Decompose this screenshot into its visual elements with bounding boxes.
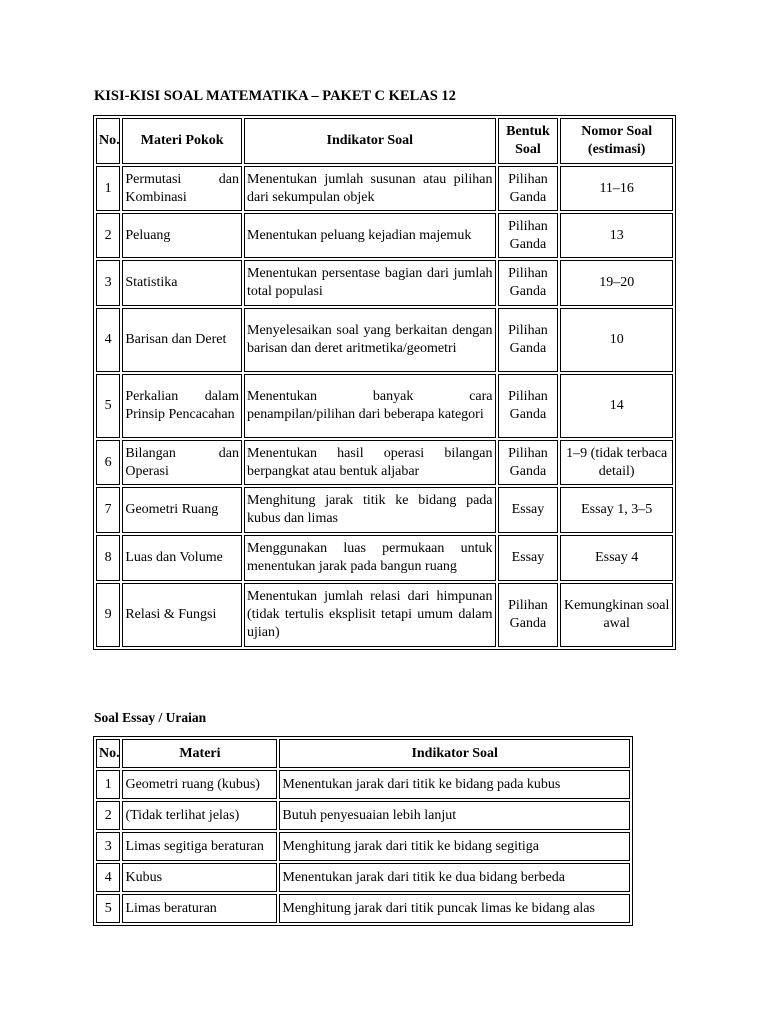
- header-indikator-soal: Indikator Soal: [244, 118, 496, 164]
- row-materi: (Tidak terlihat jelas): [122, 801, 277, 830]
- row-indikator: Menentukan hasil operasi bilangan berpangkat atau bentuk aljabar: [244, 440, 496, 485]
- row-bentuk: Pilihan Ganda: [498, 583, 559, 647]
- row-number: 5: [96, 894, 120, 923]
- row-indikator: Menentukan jarak dari titik ke dua bidang berbeda: [279, 863, 630, 892]
- row-number: 4: [96, 863, 120, 892]
- row-materi: Geometri Ruang: [122, 487, 242, 533]
- row-materi: Relasi & Fungsi: [122, 583, 242, 647]
- table-row: [96, 487, 673, 533]
- row-indikator: Menyelesaikan soal yang berkaitan dengan barisan dan deret aritmetika/geometri: [244, 308, 496, 372]
- kisi-kisi-table: [93, 115, 676, 650]
- table-row: [96, 440, 673, 485]
- row-indikator: Butuh penyesuaian lebih lanjut: [279, 801, 630, 830]
- row-bentuk: Pilihan Ganda: [498, 213, 559, 258]
- row-nomor: Essay 1, 3–5: [560, 487, 673, 533]
- row-materi: Limas beraturan: [122, 894, 277, 923]
- row-nomor: 13: [560, 213, 673, 258]
- row-materi: Kubus: [122, 863, 277, 892]
- table-row: [96, 863, 630, 892]
- row-bentuk: Pilihan Ganda: [498, 374, 559, 438]
- row-indikator: Menentukan jumlah susunan atau pilihan dari sekumpulan objek: [244, 166, 496, 211]
- table-row: [96, 832, 630, 861]
- row-bentuk: Pilihan Ganda: [498, 260, 559, 306]
- row-number: 8: [96, 535, 120, 581]
- row-number: 4: [96, 308, 120, 372]
- row-materi: Statistika: [122, 260, 242, 306]
- row-number: 3: [96, 260, 120, 306]
- header-materi: Materi: [122, 739, 277, 768]
- table-row: [96, 770, 630, 799]
- row-materi: Barisan dan Deret: [122, 308, 242, 372]
- row-number: 7: [96, 487, 120, 533]
- row-nomor: 19–20: [560, 260, 673, 306]
- table-row: [96, 801, 630, 830]
- header-no: No.: [96, 118, 120, 164]
- row-bentuk: Pilihan Ganda: [498, 308, 559, 372]
- row-number: 5: [96, 374, 120, 438]
- header-bentuk-soal: Bentuk Soal: [498, 118, 559, 164]
- row-bentuk: Essay: [498, 535, 559, 581]
- row-nomor: 1–9 (tidak terbaca detail): [560, 440, 673, 485]
- row-indikator: Menentukan banyak cara penampilan/pilihan dari beberapa kategori: [244, 374, 496, 438]
- header-no: No.: [96, 739, 120, 768]
- table-header-row: [96, 118, 673, 164]
- row-indikator: Menghitung jarak dari titik puncak limas ke bidang alas: [279, 894, 630, 923]
- row-materi: Limas segitiga beraturan: [122, 832, 277, 861]
- row-materi: Luas dan Volume: [122, 535, 242, 581]
- table-row: [96, 374, 673, 438]
- row-nomor: 10: [560, 308, 673, 372]
- row-number: 9: [96, 583, 120, 647]
- row-number: 2: [96, 801, 120, 830]
- row-number: 6: [96, 440, 120, 485]
- header-materi-pokok: Materi Pokok: [122, 118, 242, 164]
- row-number: 1: [96, 770, 120, 799]
- row-indikator: Menentukan peluang kejadian majemuk: [244, 213, 496, 258]
- row-number: 2: [96, 213, 120, 258]
- row-nomor: Kemungkinan soal awal: [560, 583, 673, 647]
- row-indikator: Menentukan jumlah relasi dari himpunan (tidak tertulis eksplisit tetapi umum dalam ujian): [244, 583, 496, 647]
- row-materi: Perkalian dalam Prinsip Pencacahan: [122, 374, 242, 438]
- row-materi: Permutasi dan Kombinasi: [122, 166, 242, 211]
- row-nomor: 14: [560, 374, 673, 438]
- row-number: 3: [96, 832, 120, 861]
- row-indikator: Menghitung jarak titik ke bidang pada kubus dan limas: [244, 487, 496, 533]
- row-materi: Peluang: [122, 213, 242, 258]
- row-bentuk: Pilihan Ganda: [498, 440, 559, 485]
- row-number: 1: [96, 166, 120, 211]
- table-row: [96, 213, 673, 258]
- table-row: [96, 166, 673, 211]
- table-row: [96, 260, 673, 306]
- row-nomor: 11–16: [560, 166, 673, 211]
- document-title: KISI-KISI SOAL MATEMATIKA – PAKET C KELAS 12: [94, 88, 456, 104]
- essay-section-title: Soal Essay / Uraian: [94, 710, 207, 725]
- row-bentuk: Pilihan Ganda: [498, 166, 559, 211]
- row-indikator: Menggunakan luas permukaan untuk menentukan jarak pada bangun ruang: [244, 535, 496, 581]
- header-nomor-soal: Nomor Soal (estimasi): [560, 118, 673, 164]
- row-indikator: Menghitung jarak dari titik ke bidang segitiga: [279, 832, 630, 861]
- row-materi: Bilangan dan Operasi: [122, 440, 242, 485]
- row-materi: Geometri ruang (kubus): [122, 770, 277, 799]
- row-bentuk: Essay: [498, 487, 559, 533]
- table-row: [96, 535, 673, 581]
- table-row: [96, 583, 673, 647]
- row-nomor: Essay 4: [560, 535, 673, 581]
- row-indikator: Menentukan jarak dari titik ke bidang pada kubus: [279, 770, 630, 799]
- header-indikator-soal: Indikator Soal: [279, 739, 630, 768]
- table-row: [96, 894, 630, 923]
- table-header-row: [96, 739, 630, 768]
- table-row: [96, 308, 673, 372]
- row-indikator: Menentukan persentase bagian dari jumlah total populasi: [244, 260, 496, 306]
- essay-table: [93, 736, 633, 926]
